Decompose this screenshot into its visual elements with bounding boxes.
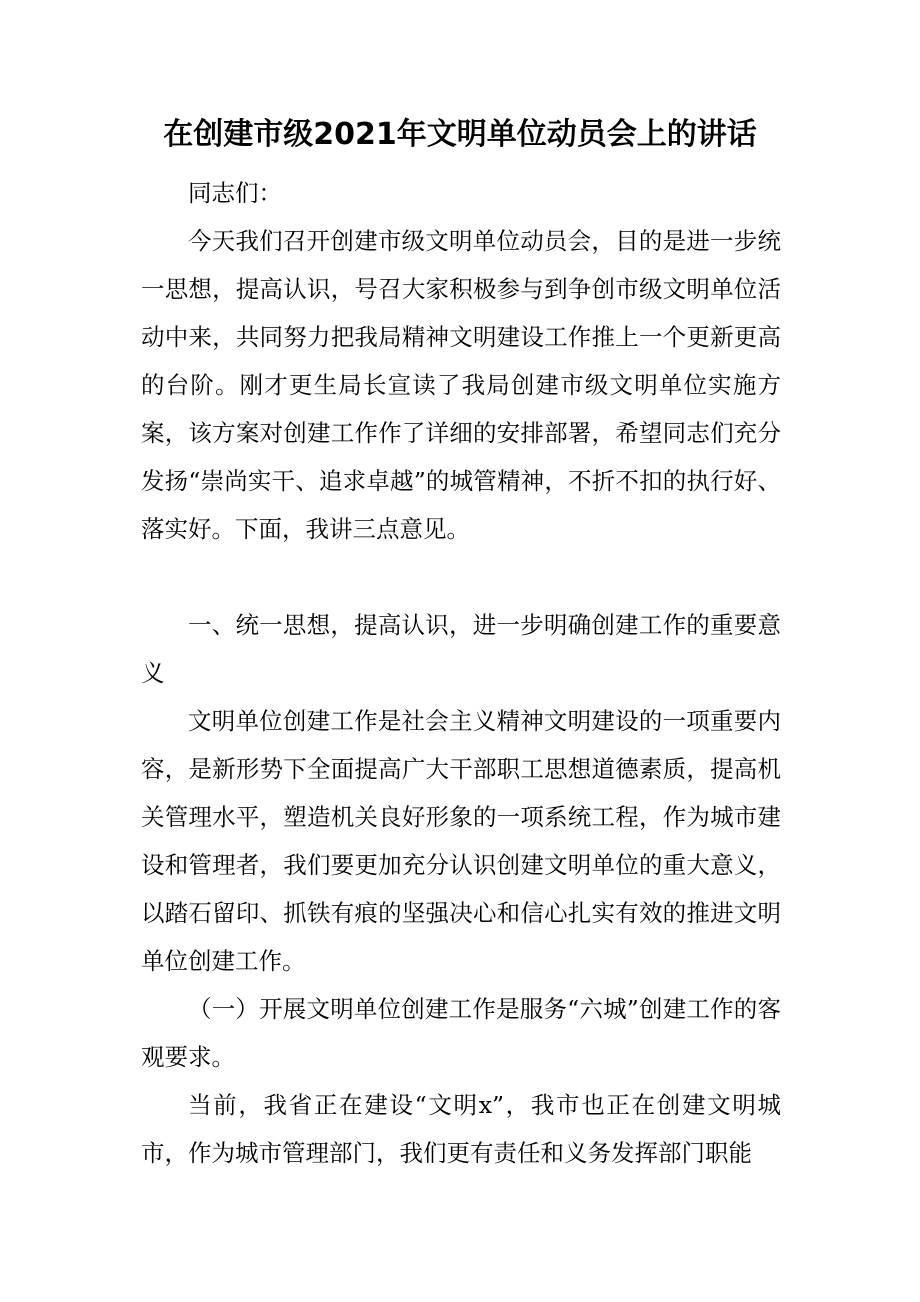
blank-line xyxy=(141,553,781,601)
section-heading-1: 一、统一思想，提高认识，进一步明确创建工作的重要意义 xyxy=(141,611,781,687)
paragraph-intro: 今天我们召开创建市级文明单位动员会，目的是进一步统一思想，提高认识，号召大家积极参与到争创市级文明单位活动中来，共同努力把我局精神文明建设工作推上一个更新更高的台阶。刚才更生局长宣读了我局创建市级文明单位实施方案，该方案对创建工作作了详细的安排部署，希望同志们充分发扬“崇尚实干、追求卓越”的城管精神，不折不扣的执行好、落实好。下面，我讲三点意见。 xyxy=(141,227,781,543)
subsection-heading-1: （一）开展文明单位创建工作是服务“六城”创建工作的客观要求。 xyxy=(141,995,781,1071)
paragraph-subsection-1: 当前，我省正在建设“文明x”，我市也正在创建文明城市，作为城市管理部门，我们更有责任和义务发挥部门职能 xyxy=(141,1091,781,1167)
salutation: 同志们： xyxy=(188,179,282,207)
paragraph-section-1: 文明单位创建工作是社会主义精神文明建设的一项重要内容，是新形势下全面提高广大干部职工思想道德素质，提高机关管理水平，塑造机关良好形象的一项系统工程，作为城市建设和管理者，我们要更加充分认识创建文明单位的重大意义，以踏石留印、抓铁有痕的坚强决心和信心扎实有效的推进文明单位创建工作。 xyxy=(141,707,781,975)
document-body xyxy=(141,169,781,1177)
document-title: 在创建市级2021年文明单位动员会上的讲话 xyxy=(163,117,757,152)
